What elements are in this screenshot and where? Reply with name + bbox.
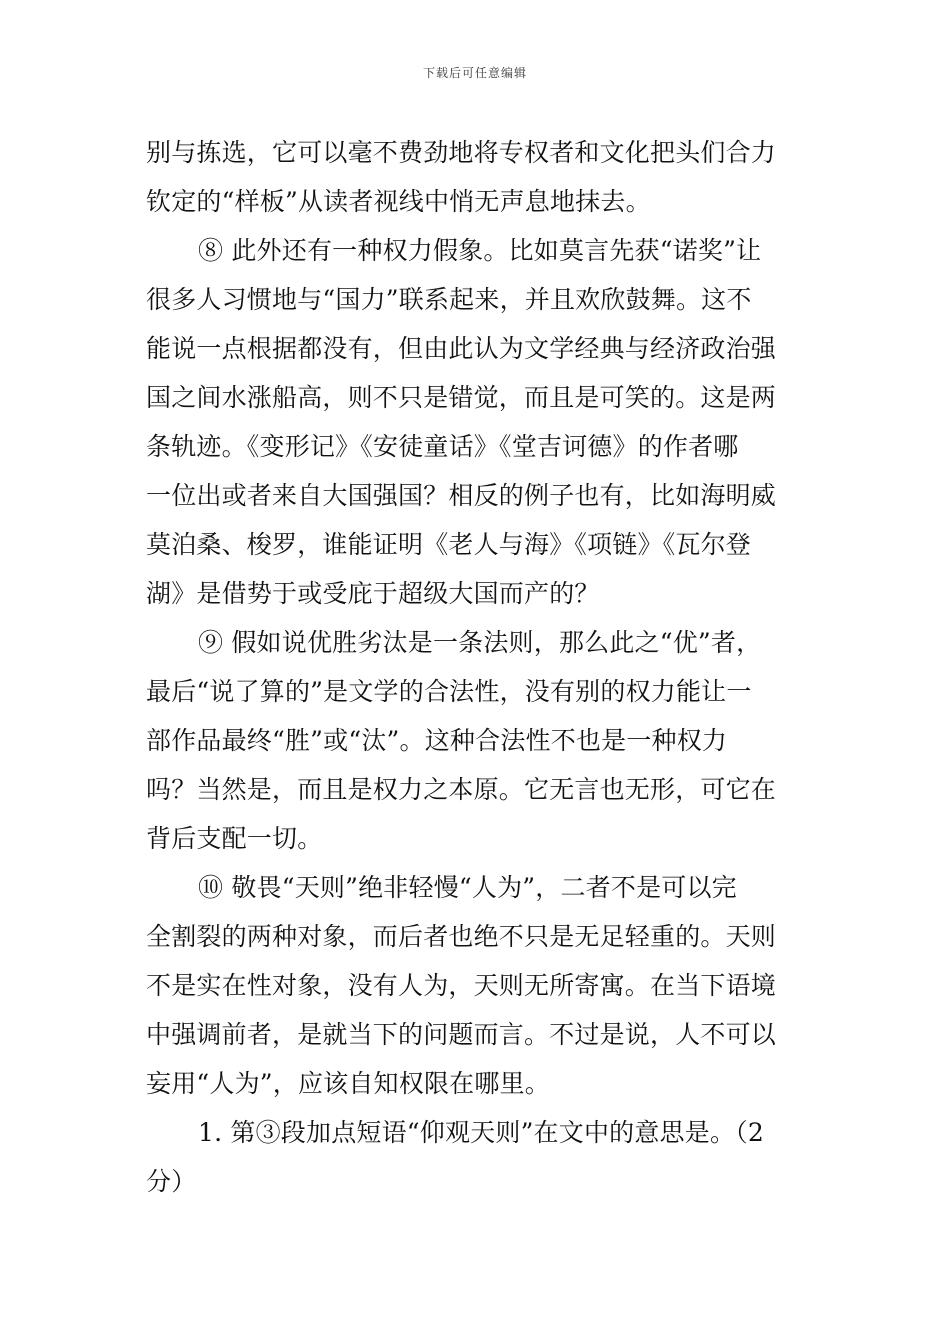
text-line: ⑧ 此外还有一种权力假象。比如莫言先获“诺奖”让 xyxy=(198,236,762,265)
text-line: 一位出或者来自大国强国？相反的例子也有，比如海明威 xyxy=(146,481,777,510)
text-line: 条轨迹。《变形记》《安徒童话》《堂吉诃德》的作者哪 xyxy=(146,432,739,461)
text-line: 中强调前者，是就当下的问题而言。不过是说，人不可以 xyxy=(146,1020,777,1049)
document-body xyxy=(146,128,808,1206)
text-line: 国之间水涨船高，则不只是错觉，而且是可笑的。这是两 xyxy=(146,383,777,412)
text-line: 湖》是借势于或受庇于超级大国而产的？ xyxy=(146,579,600,608)
text-line: 莫泊桑、梭罗，谁能证明《老人与海》《项链》《瓦尔登 xyxy=(146,530,752,559)
text-line: ⑨ 假如说优胜劣汰是一条法则，那么此之“优”者， xyxy=(198,628,762,657)
text-line: 能说一点根据都没有，但由此认为文学经典与经济政治强 xyxy=(146,334,777,363)
text-line: 分） xyxy=(146,1167,197,1196)
text-line: 妄用“人为”，应该自知权限在哪里。 xyxy=(146,1069,550,1098)
text-line: 吗？当然是，而且是权力之本原。它无言也无形，可它在 xyxy=(146,775,777,804)
text-line: 背后支配一切。 xyxy=(146,824,323,853)
page-header: 下载后可任意编辑 xyxy=(422,66,527,80)
text-line: 部作品最终“胜”或“汰”。这种合法性不也是一种权力 xyxy=(146,726,728,755)
text-line: 不是实在性对象，没有人为，天则无所寄寓。在当下语境 xyxy=(146,971,777,1000)
text-line: 全割裂的两种对象，而后者也绝不只是无足轻重的。天则 xyxy=(146,922,777,951)
text-line: 最后“说了算的”是文学的合法性，没有别的权力能让一 xyxy=(146,677,752,706)
text-line: 钦定的“样板”从读者视线中悄无声息地抹去。 xyxy=(146,187,651,216)
text-line: 很多人习惯地与“国力”联系起来，并且欢欣鼓舞。这不 xyxy=(146,285,752,314)
text-line: 别与拣选，它可以毫不费劲地将专权者和文化把头们合力 xyxy=(146,138,777,167)
text-line: 1. 第③段加点短语“仰观天则”在文中的意思是。（2 xyxy=(198,1118,764,1147)
text-line: ⑩ 敬畏“天则”绝非轻慢“人为”，二者不是可以完 xyxy=(198,873,737,902)
